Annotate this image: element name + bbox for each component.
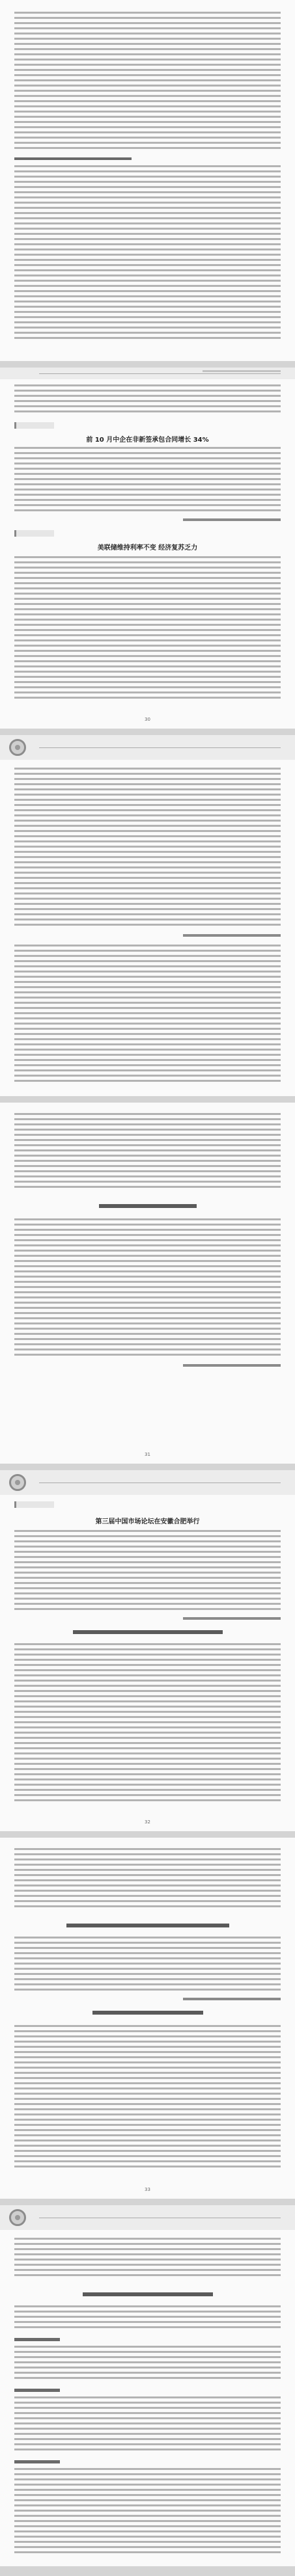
subheading <box>14 2338 60 2341</box>
section-tag <box>14 1501 54 1508</box>
article-heading <box>73 1630 223 1634</box>
page-5 <box>0 1470 295 1831</box>
body-text <box>14 2468 281 2556</box>
circular-emblem-icon <box>9 1474 26 1491</box>
page-header <box>0 1470 295 1495</box>
subheading <box>14 2389 60 2392</box>
page-header <box>0 735 295 760</box>
page-number: 32 <box>145 1819 150 1825</box>
page-header <box>0 368 295 379</box>
source-line <box>183 1364 281 1367</box>
article-heading <box>83 2292 213 2296</box>
header-rule <box>39 373 281 374</box>
source-line <box>183 934 281 937</box>
body-text <box>14 1530 281 1613</box>
page-4 <box>0 1103 295 1464</box>
page-header <box>0 2205 295 2230</box>
body-text <box>14 768 281 929</box>
paragraph-heading <box>14 157 132 160</box>
article-heading <box>99 1204 197 1208</box>
page-7 <box>0 2205 295 2566</box>
body-text <box>14 2396 281 2454</box>
section-tag <box>14 530 54 537</box>
article-heading: 前 10 月中企在非新签承包合同增长 34% <box>86 436 209 444</box>
body-text <box>14 2305 281 2331</box>
body-text <box>14 12 281 152</box>
page-3 <box>0 735 295 1096</box>
circular-emblem-icon <box>9 2209 26 2226</box>
body-text <box>14 384 281 416</box>
header-text <box>203 370 281 372</box>
body-text <box>14 1848 281 1911</box>
body-text <box>14 1643 281 1805</box>
article-heading <box>66 1924 229 1927</box>
body-text <box>14 1218 281 1359</box>
page-number: 33 <box>145 2187 150 2192</box>
body-text <box>14 1113 281 1191</box>
body-text <box>14 1937 281 1994</box>
body-text <box>14 165 281 342</box>
article-heading <box>92 2011 203 2015</box>
page-6 <box>0 1838 295 2199</box>
article-heading: 美联储维持利率不变 经济复苏乏力 <box>97 544 198 552</box>
page-1 <box>0 0 295 361</box>
circular-emblem-icon <box>9 739 26 756</box>
body-text <box>14 556 281 702</box>
body-text <box>14 2346 281 2382</box>
page-number: 30 <box>145 717 150 722</box>
section-tag <box>14 422 54 429</box>
body-text <box>14 945 281 1085</box>
subheading <box>14 2460 60 2463</box>
body-text <box>14 447 281 515</box>
source-line <box>183 518 281 521</box>
header-rule <box>39 747 281 748</box>
page-2 <box>0 368 295 729</box>
source-line <box>183 1998 281 2000</box>
body-text <box>14 2238 281 2279</box>
source-line <box>183 1617 281 1620</box>
article-heading: 第三届中国市场论坛在安徽合肥举行 <box>95 1518 200 1525</box>
page-number: 31 <box>145 1452 150 1457</box>
body-text <box>14 2025 281 2171</box>
